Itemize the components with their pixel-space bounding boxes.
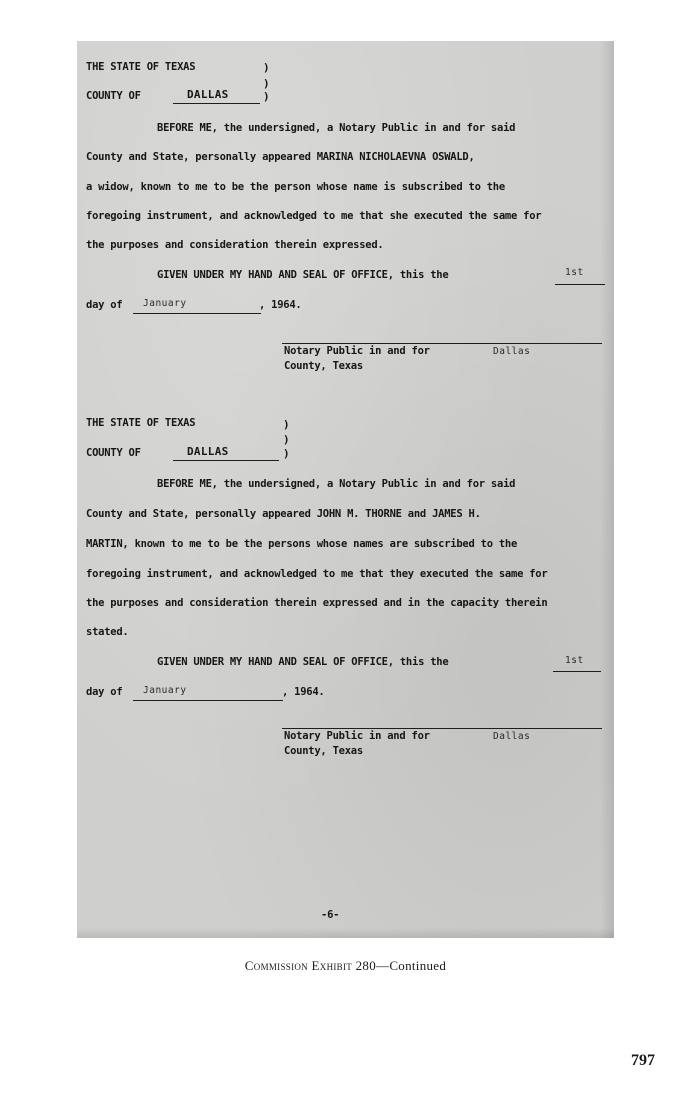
affidavit1-county-value: DALLAS (187, 88, 229, 101)
affidavit1-county-texas: County, Texas (284, 360, 363, 372)
affidavit2-county-value: DALLAS (187, 445, 229, 458)
affidavit2-line6: stated. (86, 626, 129, 638)
affidavit1-line5: the purposes and consideration therein expressed. (86, 239, 384, 251)
affidavit2-line4: foregoing instrument, and acknowledged to me that they executed the same for (86, 568, 548, 580)
affidavit1-given-day: 1st (565, 267, 584, 278)
signature-line (282, 343, 602, 344)
affidavit1-line2: County and State, personally appeared MARINA NICHOLAEVNA OSWALD, (86, 151, 475, 163)
affidavit2-state-line: THE STATE OF TEXAS (86, 417, 196, 429)
brace: ) (283, 447, 290, 460)
affidavit1-year: , 1964. (259, 299, 302, 311)
affidavit1-given-line: GIVEN UNDER MY HAND AND SEAL OF OFFICE, this the (157, 269, 449, 281)
affidavit2-line5: the purposes and consideration therein expressed and in the capacity therein (86, 597, 548, 609)
affidavit1-day-of: day of (86, 299, 123, 311)
affidavit2-line2: County and State, personally appeared JOHN M. THORNE and JAMES H. (86, 508, 481, 520)
brace: ) (283, 418, 290, 431)
affidavit1-month: January (143, 298, 187, 309)
affidavit1-state-line: THE STATE OF TEXAS (86, 61, 196, 73)
affidavit2-month: January (143, 685, 187, 696)
caption-suffix: —Continued (376, 958, 447, 973)
photo-shading-right (600, 41, 614, 938)
affidavit2-day-of: day of (86, 686, 123, 698)
brace: ) (263, 77, 270, 90)
month-underline (133, 700, 283, 701)
brace: ) (263, 61, 270, 74)
affidavit2-given-day: 1st (565, 655, 584, 666)
county-underline (173, 460, 279, 461)
document-photo (77, 41, 614, 938)
day-underline (553, 671, 601, 672)
affidavit2-year: , 1964. (282, 686, 325, 698)
affidavit1-county-label: COUNTY OF (86, 90, 141, 102)
affidavit1-line1: BEFORE ME, the undersigned, a Notary Public in and for said (157, 122, 516, 134)
brace: ) (263, 90, 270, 103)
affidavit1-notary-county: Dallas (493, 346, 531, 357)
affidavit2-notary-county: Dallas (493, 731, 531, 742)
affidavit1-line4: foregoing instrument, and acknowledged to me that she executed the same for (86, 210, 542, 222)
affidavit1-notary-line: Notary Public in and for (284, 345, 430, 357)
affidavit2-given-line: GIVEN UNDER MY HAND AND SEAL OF OFFICE, this the (157, 656, 449, 668)
affidavit2-notary-line: Notary Public in and for (284, 730, 430, 742)
day-underline (555, 284, 605, 285)
affidavit2-county-texas: County, Texas (284, 745, 363, 757)
page-number: 797 (631, 1052, 655, 1069)
month-underline (133, 313, 261, 314)
affidavit2-county-label: COUNTY OF (86, 447, 141, 459)
affidavit1-line3: a widow, known to me to be the person whose name is subscribed to the (86, 181, 505, 193)
page-marker: -6- (321, 909, 340, 921)
photo-shading-bottom (77, 928, 614, 938)
affidavit2-line1: BEFORE ME, the undersigned, a Notary Public in and for said (157, 478, 516, 490)
caption-prefix: Commission Exhibit 280 (244, 958, 377, 973)
affidavit2-line3: MARTIN, known to me to be the persons whose names are subscribed to the (86, 538, 518, 550)
county-underline (173, 103, 260, 104)
signature-line (282, 728, 602, 729)
brace: ) (283, 433, 290, 446)
exhibit-caption (0, 958, 691, 974)
